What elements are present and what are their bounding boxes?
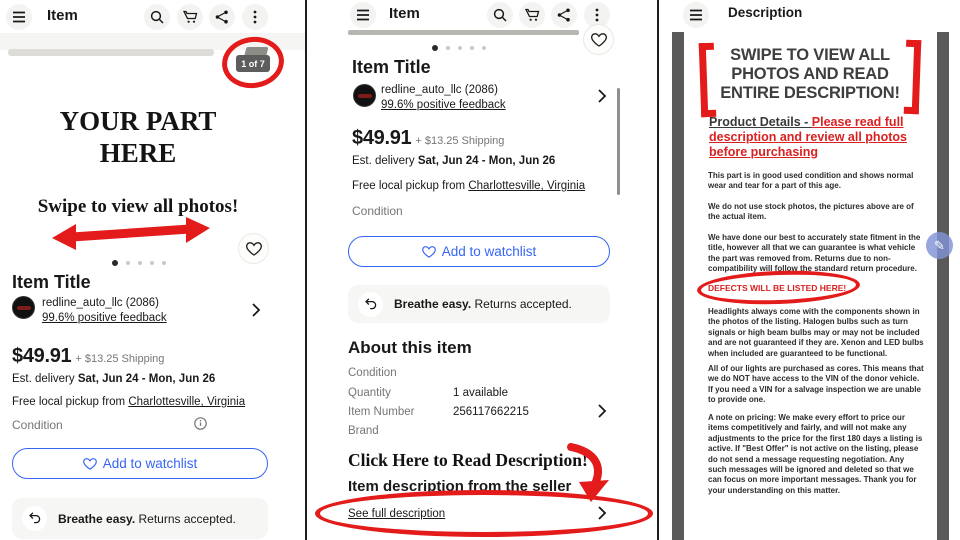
photo-overlay-title-line2: HERE xyxy=(99,138,177,168)
page-title: Description xyxy=(728,5,803,20)
swipe-annotation-text: Swipe to view all photos! xyxy=(37,196,239,217)
dot xyxy=(138,261,142,265)
returns-icon-wrap xyxy=(358,292,383,317)
red-bracket-left xyxy=(699,43,717,117)
cart-icon xyxy=(525,8,540,22)
product-details-warning: Please read full description and review all photos before purchasing xyxy=(709,115,907,159)
delivery-dates: Sat, Jun 24 - Mon, Jun 26 xyxy=(77,373,216,385)
page-title: Item xyxy=(47,7,78,24)
delivery-estimate xyxy=(352,155,555,167)
panel-item-scrolled xyxy=(307,0,657,540)
more-button[interactable] xyxy=(242,4,268,30)
returns-icon-wrap xyxy=(22,506,47,531)
hamburger-icon xyxy=(356,9,370,21)
description-paragraph: This part is in good used condition and shows normal wear and tear for a part of this age. xyxy=(708,171,914,191)
seller-name[interactable]: redline_auto_llc (2086) xyxy=(42,297,159,309)
click-here-annotation: Click Here to Read Description! xyxy=(348,450,588,470)
description-paragraph: We do not use stock photos, the pictures above are of the actual item. xyxy=(708,202,914,222)
watch-heart-button[interactable] xyxy=(238,233,269,264)
item-title: Item Title xyxy=(352,57,431,77)
hamburger-icon xyxy=(689,9,703,21)
watchlist-label: Add to watchlist xyxy=(102,456,198,471)
pickup-location-link[interactable]: Charlottesville, Virginia xyxy=(128,396,246,408)
swipe-banner-text: SWIPE TO VIEW ALL PHOTOS AND READ ENTIRE DESCRIPTION! xyxy=(720,46,900,102)
search-icon xyxy=(150,10,164,24)
page-title: Item xyxy=(389,5,420,22)
carousel-dots[interactable] xyxy=(112,260,166,266)
seller-name[interactable]: redline_auto_llc (2086) xyxy=(381,84,498,96)
returns-rest: Returns accepted. xyxy=(474,297,572,311)
dot xyxy=(162,261,166,265)
photo-blur-smudge xyxy=(8,49,214,56)
pickup-line xyxy=(352,180,585,192)
floating-assistant-button[interactable] xyxy=(926,232,953,259)
red-bracket-right xyxy=(904,40,922,114)
item-price: $49.91 xyxy=(12,345,72,367)
dot-active xyxy=(112,260,118,266)
info-icon[interactable] xyxy=(194,417,207,430)
search-icon xyxy=(493,8,507,22)
seller-avatar[interactable] xyxy=(12,296,35,319)
dot xyxy=(126,261,130,265)
description-paragraph: All of our lights are purchased as cores. This means that we do NOT have access to the VIN of the donor vehicle. If you need a VIN for a salvage inspection we are unable to provide one. xyxy=(708,364,924,405)
spec-label-condition: Condition xyxy=(348,367,397,379)
watchlist-label: Add to watchlist xyxy=(441,244,537,259)
search-button[interactable] xyxy=(487,2,513,28)
dot xyxy=(150,261,154,265)
photo-bottom-edge xyxy=(348,30,579,35)
app-header xyxy=(659,0,960,32)
hamburger-icon xyxy=(12,11,26,23)
price-row xyxy=(352,127,504,150)
chevron-right-icon[interactable] xyxy=(250,302,262,318)
about-heading: About this item xyxy=(348,338,472,357)
item-title: Item Title xyxy=(12,272,91,292)
add-to-watchlist-button[interactable] xyxy=(348,236,610,267)
watch-heart-button[interactable] xyxy=(583,24,614,55)
description-paragraph: Headlights always come with the components shown in the photos of the listing. Halogen bulbs such as turn signals or high beam bulbs may or may not be included and are not guaranteed if they are. Xenon and LED bulbs when included are guaranteed to be functional. xyxy=(708,307,924,358)
cart-button[interactable] xyxy=(177,4,203,30)
returns-banner xyxy=(348,285,610,323)
description-left-edge xyxy=(672,32,684,540)
cart-icon xyxy=(183,10,198,24)
carousel-dots[interactable] xyxy=(432,45,486,51)
returns-bold: Breathe easy. xyxy=(394,297,472,311)
chevron-right-icon[interactable] xyxy=(596,88,608,104)
returns-banner xyxy=(12,498,268,539)
red-circle-annotation-see-full xyxy=(315,490,653,537)
seller-feedback-link[interactable]: 99.6% positive feedback xyxy=(42,312,167,324)
spec-label-quantity: Quantity xyxy=(348,387,391,399)
pickup-location-link[interactable]: Charlottesville, Virginia xyxy=(468,180,586,192)
shipping-cost: + $13.25 Shipping xyxy=(415,135,505,147)
share-button[interactable] xyxy=(209,4,235,30)
seller-feedback-link[interactable]: 99.6% positive feedback xyxy=(381,99,506,111)
panel-description xyxy=(659,0,960,540)
spec-label-item-number: Item Number xyxy=(348,406,415,418)
seller-avatar[interactable] xyxy=(353,84,376,107)
price-row xyxy=(12,345,164,368)
menu-button[interactable] xyxy=(6,4,32,30)
pen-icon: ✎ xyxy=(934,237,945,253)
dot xyxy=(470,46,474,50)
red-double-arrow xyxy=(50,216,212,250)
seller-description-heading: Item description from the seller xyxy=(348,478,572,495)
shipping-cost: + $13.25 Shipping xyxy=(75,353,165,365)
more-vert-icon xyxy=(595,8,599,22)
condition-label: Condition xyxy=(12,418,63,432)
pickup-prefix: Free local pickup from xyxy=(352,180,466,192)
share-icon xyxy=(557,8,571,22)
dot-active xyxy=(432,45,438,51)
item-price: $49.91 xyxy=(352,127,412,149)
return-arrow-icon xyxy=(364,298,377,311)
returns-rest: Returns accepted. xyxy=(138,511,236,526)
add-to-watchlist-button[interactable] xyxy=(12,448,268,479)
cart-button[interactable] xyxy=(519,2,545,28)
returns-text xyxy=(58,512,236,526)
delivery-estimate xyxy=(12,373,215,385)
app-header xyxy=(0,0,305,32)
spec-value-quantity: 1 available xyxy=(453,387,508,399)
pickup-prefix: Free local pickup from xyxy=(12,396,126,408)
product-details-heading xyxy=(709,115,917,160)
heart-icon xyxy=(83,458,97,470)
defects-warning-text: DEFECTS WILL BE LISTED HERE! xyxy=(708,283,847,293)
spec-label-brand: Brand xyxy=(348,425,379,437)
share-icon xyxy=(215,10,229,24)
delivery-dates: Sat, Jun 24 - Mon, Jun 26 xyxy=(417,155,556,167)
return-arrow-icon xyxy=(28,512,41,525)
heart-icon xyxy=(591,33,607,47)
see-full-description-link[interactable]: See full description xyxy=(348,508,446,520)
description-right-edge xyxy=(937,32,949,540)
condition-label: Condition xyxy=(352,204,403,218)
panel-item-top xyxy=(0,0,305,540)
returns-bold: Breathe easy. xyxy=(58,511,136,526)
more-vert-icon xyxy=(253,10,257,24)
product-details-prefix: Product Details - xyxy=(709,115,812,129)
menu-button[interactable] xyxy=(350,2,376,28)
returns-text xyxy=(394,297,572,311)
heart-icon xyxy=(422,246,436,258)
pickup-line xyxy=(12,396,245,408)
chevron-right-icon[interactable] xyxy=(596,403,608,419)
dot xyxy=(458,46,462,50)
menu-button[interactable] xyxy=(683,2,709,28)
dot xyxy=(482,46,486,50)
delivery-prefix: Est. delivery xyxy=(12,373,75,385)
heart-icon xyxy=(246,242,262,256)
description-paragraph: A note on pricing: We make every effort to price our items competitively and fairly, and will not make any adjustments to the price for the first 180 days a listing is active. If "Best Offer" is not active on the listing, please do not send a message requesting negotiation. Any such messages will be ignored and deleted so that we can focus on more important messages. Thank you for your understanding on this matter. xyxy=(708,413,923,495)
search-button[interactable] xyxy=(144,4,170,30)
description-paragraph: We have done our best to accurately state fitment in the title, however all that we can guarantee is what vehicle the part was removed from. Returns due to non-compatibility will follow the standard return procedure. xyxy=(708,233,921,274)
photo-overlay-title-line1: YOUR PART xyxy=(59,106,217,136)
share-button[interactable] xyxy=(551,2,577,28)
dot xyxy=(446,46,450,50)
spec-value-item-number: 256117662215 xyxy=(453,406,529,418)
scrollbar[interactable] xyxy=(617,88,620,195)
delivery-prefix: Est. delivery xyxy=(352,155,415,167)
photo-counter-badge: 1 of 7 xyxy=(236,55,270,72)
